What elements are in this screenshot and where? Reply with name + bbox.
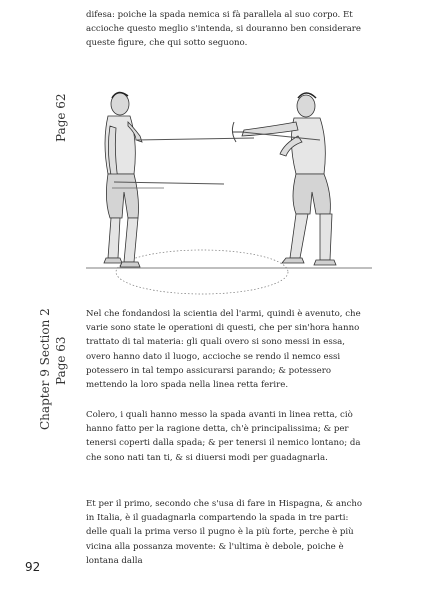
margin-note-page-63: Page 63 — [54, 336, 68, 385]
right-fencer-figure — [242, 93, 336, 265]
margin-note-page-62: Page 62 — [54, 93, 68, 142]
paragraph-fourth: Et per il primo, secondo che s'usa di fare in Hispagna, & ancho in Italia, è il guadagnarla compartendo la spada in tre parti: delle quali la prima verso il pugno è la più forte, perche è più vicina alla possanza movente: & l'ultima è debole, poiche è lontana dalla — [86, 499, 363, 566]
left-fencer-figure — [104, 92, 142, 267]
page-number: 92 — [25, 560, 41, 574]
margin-note-chapter-section: Chapter 9 Section 2 — [38, 308, 52, 430]
left-sword — [136, 138, 254, 140]
paragraph-intro: difesa: poiche la spada nemica si fà parallela al suo corpo. Et accioche questo meglio s'intenda, si douranno ben considerare queste figure, che qui sotto seguono. — [86, 10, 361, 49]
paragraph-third: Colero, i quali hanno messo la spada avanti in linea retta, ciò hanno fatto per la ragione detta, ch'è principalissima; & per tenersi coperti dalla spada; & per tenersi il nemico lontano; da che sono nati tan ti, & si diuersi modi per guadagnarla. — [86, 410, 361, 463]
fencing-illustration — [84, 82, 374, 302]
paragraph-second: Nel che fondandosi la scientia del l'armi, quindi è avenuto, che varie sono state le operationi di questi, che per sin'hora hanno trattato di tal materia: gli quali overo si sono messi in essa, overo hanno dato il luogo, accioche se rendo il nemco essi potessero in tal tempo assicurarsi parando; & potessero mettendo la loro spada nella linea retta ferire. — [86, 309, 361, 391]
floor-circle — [116, 250, 288, 294]
sword-hilt — [232, 122, 244, 142]
